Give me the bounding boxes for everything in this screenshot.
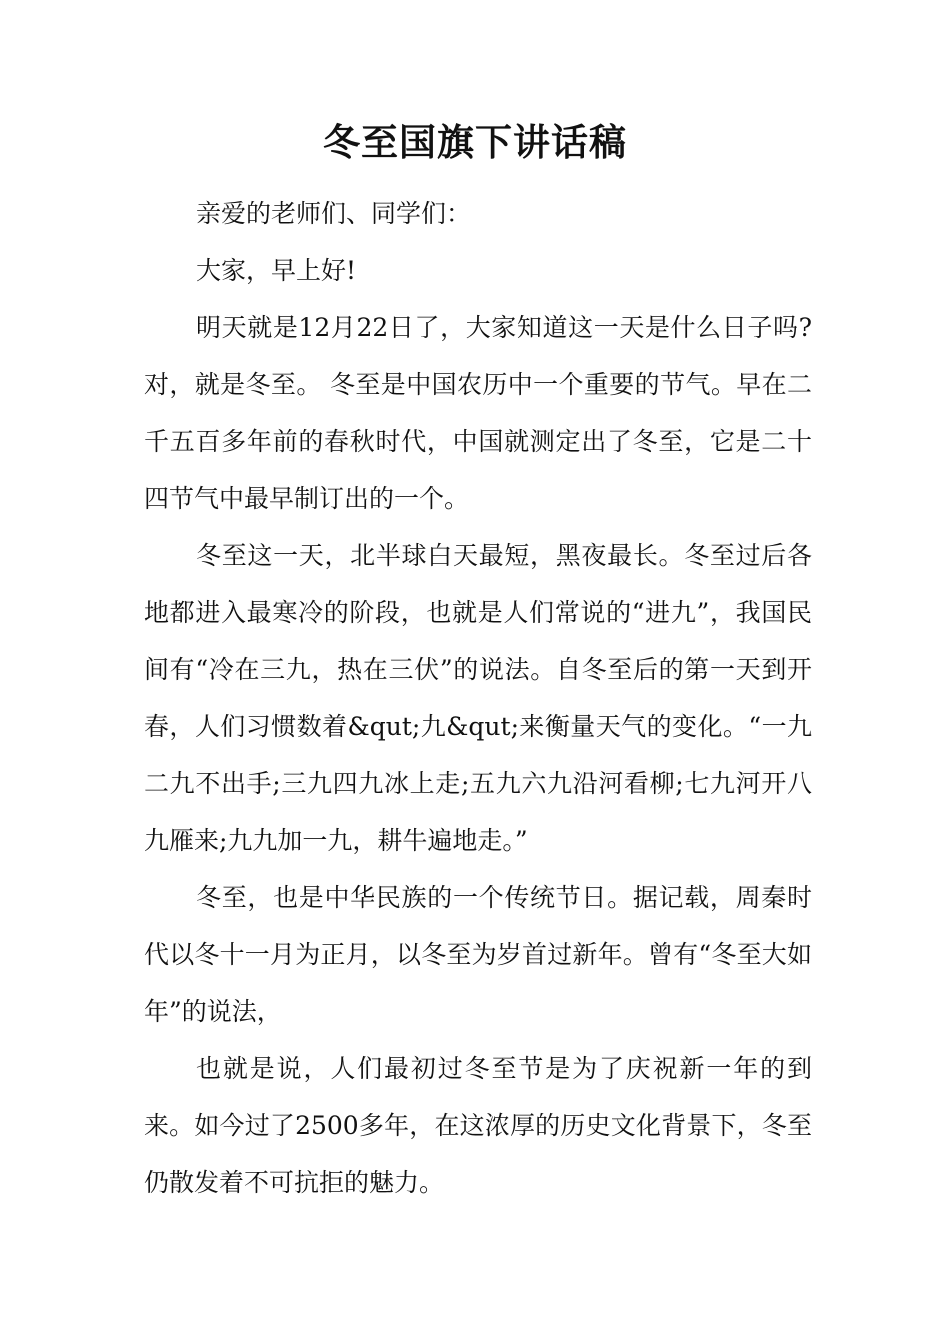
document-body — [144, 185, 812, 1211]
body-paragraph: 明天就是12月22日了，大家知道这一天是什么日子吗?对，就是冬至。 冬至是中国农历中一个重要的节气。早在二千五百多年前的春秋时代，中国就测定出了冬至，它是二十四节气中最早制订出的一个。 — [144, 313, 812, 513]
greeting-paragraph: 亲爱的老师们、同学们： — [196, 199, 472, 228]
salutation-paragraph: 大家，早上好! — [196, 256, 357, 285]
body-paragraph: 也就是说，人们最初过冬至节是为了庆祝新一年的到来。如今过了2500多年，在这浓厚的历史文化背景下，冬至仍散发着不可抗拒的魅力。 — [144, 1054, 812, 1197]
body-paragraph: 冬至，也是中华民族的一个传统节日。据记载，周秦时代以冬十一月为正月，以冬至为岁首过新年。曾有“冬至大如年”的说法， — [144, 883, 812, 1026]
page-title: 冬至国旗下讲话稿 — [323, 121, 627, 164]
body-paragraph: 冬至这一天，北半球白天最短，黑夜最长。冬至过后各地都进入最寒冷的阶段，也就是人们常说的“进九”，我国民间有“冷在三九，热在三伏”的说法。自冬至后的第一天到开春，人们习惯数着&qut;九&qut;来衡量天气的变化。“一九二九不出手;三九四九冰上走;五九六九沿河看柳;七九河开八九雁来;九九加一九，耕牛遍地走。” — [144, 541, 812, 855]
